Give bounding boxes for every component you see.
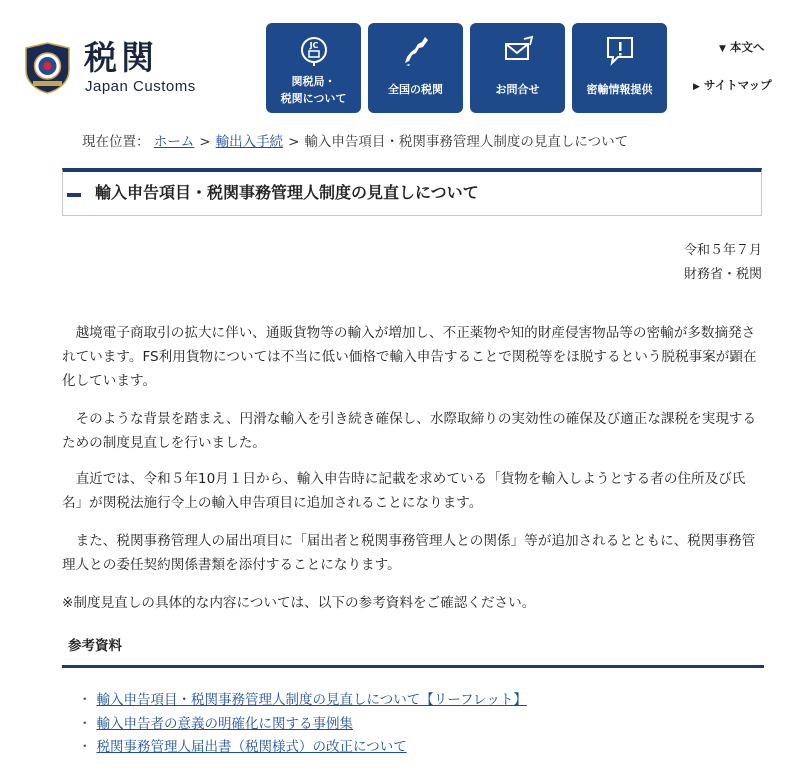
jc-icon <box>266 35 361 67</box>
page-title: 輸入申告項目・税関事務管理人制度の見直しについて <box>95 183 479 202</box>
japan-map-icon <box>368 35 463 67</box>
nav-button-about-bureau[interactable] <box>266 23 361 113</box>
triangle-down-icon: ▼ <box>719 44 726 54</box>
issuer: 財務省・税関 <box>683 267 762 282</box>
breadcrumb-home-link[interactable]: ホーム <box>153 134 195 150</box>
mail-icon <box>470 35 565 67</box>
breadcrumb-section-link[interactable]: 輸出入手続 <box>215 134 284 150</box>
page-title-box <box>62 168 762 216</box>
title-marker <box>67 193 81 197</box>
nav-label: 密輸情報提供 <box>586 83 653 96</box>
reference-link-casebook[interactable]: 輸入申告者の意義の明確化に関する事例集 <box>96 715 353 732</box>
body-paragraph: そのような背景を踏まえ、円滑な輸入を引き続き確保し、水際取締りの実効性の確保及び適正な課税を実現するための制度見直しを行いました。 <box>62 411 757 451</box>
list-item: ・ 輸入申告項目・税関事務管理人制度の見直しについて【リーフレット】 <box>78 692 527 708</box>
list-item: ・ 輸入申告者の意義の明確化に関する事例集 <box>78 715 353 732</box>
body-paragraph: また、税関事務管理人の届出項目に「届出者と税関事務管理人との関係」等が追加されるとともに、税関事務管理人との委任契約関係書類を添付することになります。 <box>62 533 756 573</box>
reference-link-leaflet[interactable]: 輸入申告項目・税関事務管理人制度の見直しについて【リーフレット】 <box>96 692 527 708</box>
publish-date: 令和５年７月 <box>683 243 762 258</box>
list-item: ・ 税関事務管理人届出書（税関様式）の改正について <box>78 739 407 755</box>
references-divider <box>62 665 764 668</box>
reference-link-form-revision[interactable]: 税関事務管理人届出書（税関様式）の改正について <box>96 739 407 755</box>
nav-button-contact[interactable] <box>470 23 565 113</box>
breadcrumb-label: 現在位置： <box>82 134 150 150</box>
note-text: ※制度見直しの具体的な内容については、以下の参考資料をご確認ください。 <box>62 595 536 611</box>
body-paragraph: 越境電子商取引の拡大に伴い、通販貨物等の輸入が増加し、不正薬物や知的財産侵害物品等の密輸が多数摘発されています。FS利用貨物については不当に低い価格で輸入申告することで関税等をほ脱するという脱税事案が顕在化しています。 <box>62 325 757 389</box>
nav-button-national-customs[interactable] <box>368 23 463 113</box>
site-logo-title[interactable]: 税関 <box>84 38 158 77</box>
nav-button-smuggling-report[interactable] <box>572 23 667 113</box>
customs-emblem-icon[interactable] <box>25 42 70 94</box>
breadcrumb: 現在位置： ホーム > 輸出入手続 > 輸入申告項目・税関事務管理人制度の見直しについて <box>82 134 629 150</box>
references-heading: 参考資料 <box>68 638 122 654</box>
reference-list <box>78 689 527 760</box>
alert-bubble-icon <box>572 35 667 67</box>
body-paragraph: 直近では、令和５年10月１日から、輸入申告時に記載を求めている「貨物を輸入しようとする者の住所及び氏名」が関税法施行令上の輸入申告項目に追加されることになります。 <box>62 471 746 511</box>
nav-label: 関税局・ 税関について <box>280 75 347 105</box>
svg-text:JC: JC <box>309 41 318 50</box>
nav-label: 全国の税関 <box>388 83 443 96</box>
breadcrumb-current: 輸入申告項目・税関事務管理人制度の見直しについて <box>304 134 629 150</box>
skip-to-content-link[interactable]: ▼ 本文へ <box>719 40 765 54</box>
sitemap-link[interactable]: ▶ サイトマップ <box>693 78 772 92</box>
site-logo-subtitle[interactable]: Japan Customs <box>85 78 196 95</box>
triangle-right-icon: ▶ <box>693 82 700 92</box>
nav-label: お問合せ <box>495 83 540 96</box>
date-issuer <box>684 239 762 287</box>
